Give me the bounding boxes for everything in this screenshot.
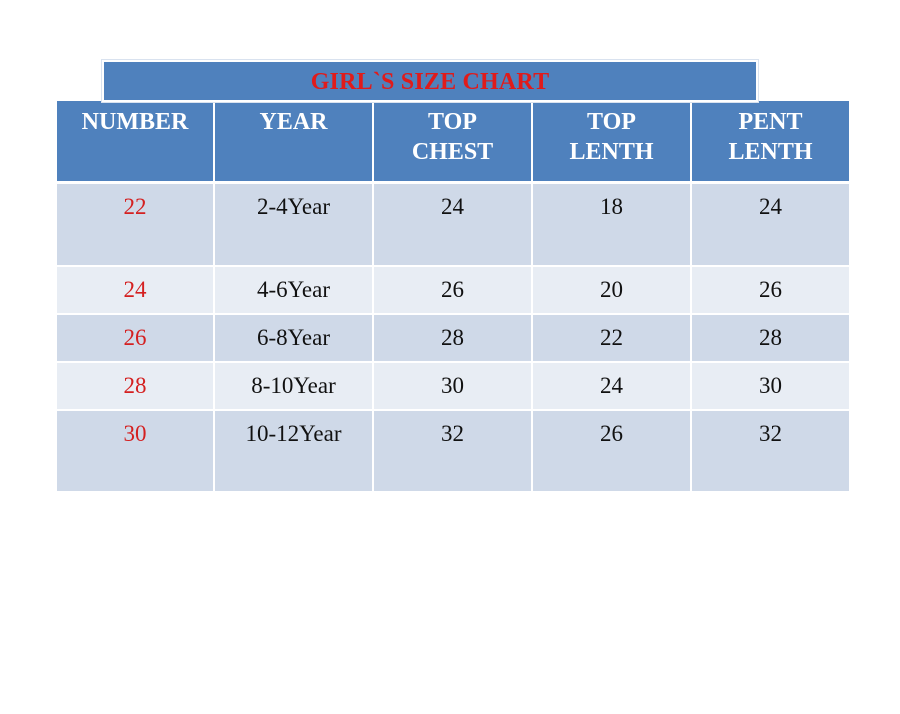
cell-pent-length: 28: [691, 314, 850, 362]
cell-top-length: 22: [532, 314, 691, 362]
header-top-chest-line1: TOP: [428, 109, 477, 135]
header-number: [56, 100, 214, 182]
cell-pent-length: 30: [691, 362, 850, 410]
cell-pent-length: 32: [691, 410, 850, 492]
chart-title-bar: [102, 60, 758, 102]
cell-top-length: 26: [532, 410, 691, 492]
header-pent-length: [691, 100, 850, 182]
cell-number: 30: [56, 410, 214, 492]
cell-top-length: 18: [532, 182, 691, 266]
header-pent-length-line1: PENT: [738, 109, 803, 135]
cell-year: 2-4Year: [214, 182, 373, 266]
cell-pent-length: 24: [691, 182, 850, 266]
header-year-line1: YEAR: [259, 109, 328, 135]
cell-number: 24: [56, 266, 214, 314]
cell-top-chest: 32: [373, 410, 532, 492]
cell-number: 22: [56, 182, 214, 266]
cell-year: 8-10Year: [214, 362, 373, 410]
header-pent-length-line2: LENTH: [728, 139, 813, 165]
header-top-length-line1: TOP: [587, 109, 636, 135]
cell-number: 28: [56, 362, 214, 410]
cell-top-chest: 28: [373, 314, 532, 362]
table-row: [56, 410, 850, 492]
cell-pent-length: 26: [691, 266, 850, 314]
cell-year: 10-12Year: [214, 410, 373, 492]
cell-top-length: 24: [532, 362, 691, 410]
header-top-chest: [373, 100, 532, 182]
table-row: [56, 362, 850, 410]
header-number-line1: NUMBER: [81, 109, 189, 135]
cell-year: 4-6Year: [214, 266, 373, 314]
chart-title: GIRL`S SIZE CHART: [310, 68, 550, 95]
cell-top-length: 20: [532, 266, 691, 314]
table-row: [56, 266, 850, 314]
header-row: [56, 100, 850, 182]
cell-number: 26: [56, 314, 214, 362]
size-table: [55, 99, 851, 493]
cell-top-chest: 26: [373, 266, 532, 314]
cell-top-chest: 24: [373, 182, 532, 266]
header-top-length: [532, 100, 691, 182]
table-row: [56, 182, 850, 266]
cell-top-chest: 30: [373, 362, 532, 410]
header-year: [214, 100, 373, 182]
header-top-chest-line2: CHEST: [411, 139, 494, 165]
table-row: [56, 314, 850, 362]
cell-year: 6-8Year: [214, 314, 373, 362]
header-top-length-line2: LENTH: [569, 139, 654, 165]
